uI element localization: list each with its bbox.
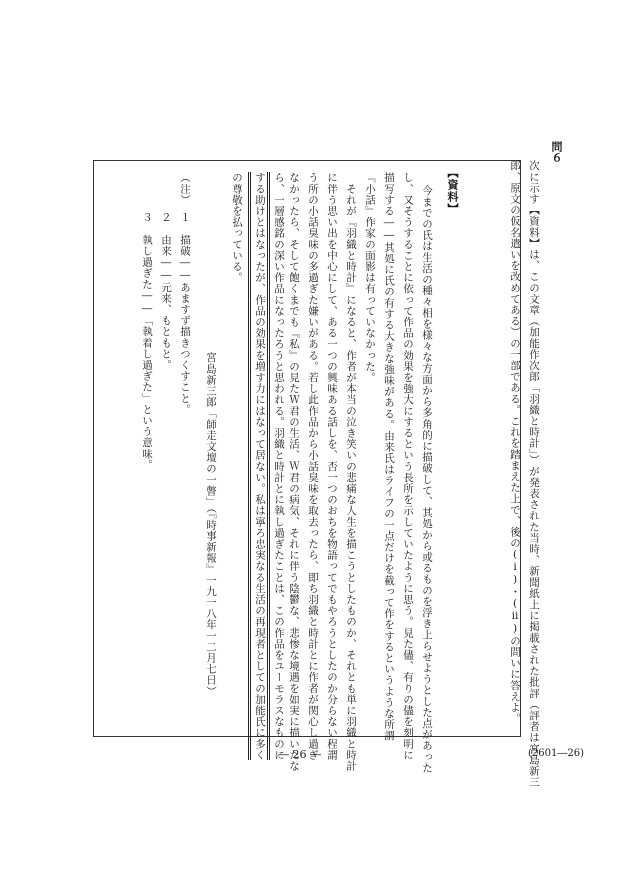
material-line-2: し、又そうすることに依って作品の効果を強大にするという長所を示していたように思う。見た儘、有りの儘を刻明に [402, 172, 414, 761]
material-source: 宮島新三郎「師走文壇の一瞥」（『時事新報』一九一八年一二月七日） [205, 352, 217, 697]
material-line-6: に伴う思い出を中心にして、ある一つの興味ある話しを、否一つのおちを物語ってでもやろうとしたのか分らない程謂 [326, 172, 338, 761]
page-number: ― 26 ― [278, 748, 321, 761]
note-1: １ 描破――あますず描きつくすこと。 [179, 212, 191, 415]
page-code: (2601―26) [528, 748, 584, 759]
material-line-10: する助けとはなったが、作品の効果を増す力にはなって居ない。私は寧ろ忠実なる生活の再現者としての加能氏に多く [248, 172, 268, 760]
question-number: 問６ [550, 141, 563, 163]
note-3: ３ 執し過ぎた――「執着し過ぎた」という意味。 [141, 212, 153, 471]
question-text-line-1: 次に示す【資料】は、この文章（加能作次郎「羽織と時計」）が発表された当時、新聞紙上に掲載された批評（評者は宮島新三 [528, 160, 540, 788]
material-line-11: の尊敬を払っている。 [231, 172, 243, 283]
notes-head: （注） [179, 172, 191, 206]
note-2: ２ 由来――元来、もともと。 [160, 212, 172, 371]
question-text-line-2: 郎、原文の仮名遣いを改めてある）の一部である。これを踏まえた上で、後の(ⅰ)・(ⅱ)の問いに答えよ。 [509, 160, 521, 724]
material-label: 【資料】 [446, 167, 459, 215]
material-line-4: 『小話』作家の面影は有っていなかった。 [364, 172, 376, 383]
material-line-3: 描写する――其処に氏の有する大きな強味がある。由来氏はライフの一点だけを截って作をするというような所謂 [383, 172, 395, 742]
material-line-5: それが『羽織と時計』になると、作者が本当の泣き笑いの悲痛な人生を描こうとしたものか、それとも単に羽織と時計 [345, 172, 357, 772]
material-line-9: ら、一層感銘の深い作品になったろうと思われる。羽織と時計とに執し過ぎたことは、この作品をユーモラスなものに [267, 172, 287, 760]
material-line-8: なかったら、そして飽くまでも『私』の見たＷ君の生活、Ｗ君の病気、それに伴う陰鬱な、悲惨な境遇を如実に描いたな [288, 172, 300, 772]
material-line-1: 今までの氏は生活の種々相を様々な方面から多角的に描破して、其処から或るものを浮き上らせようとした点があった [421, 185, 433, 774]
material-line-7: う所の小話臭味の多過ぎた嫌いがある。若し此作品から小話臭味を取去ったら、即ち羽織と時計とに作者が関心し過ぎ [307, 172, 319, 761]
